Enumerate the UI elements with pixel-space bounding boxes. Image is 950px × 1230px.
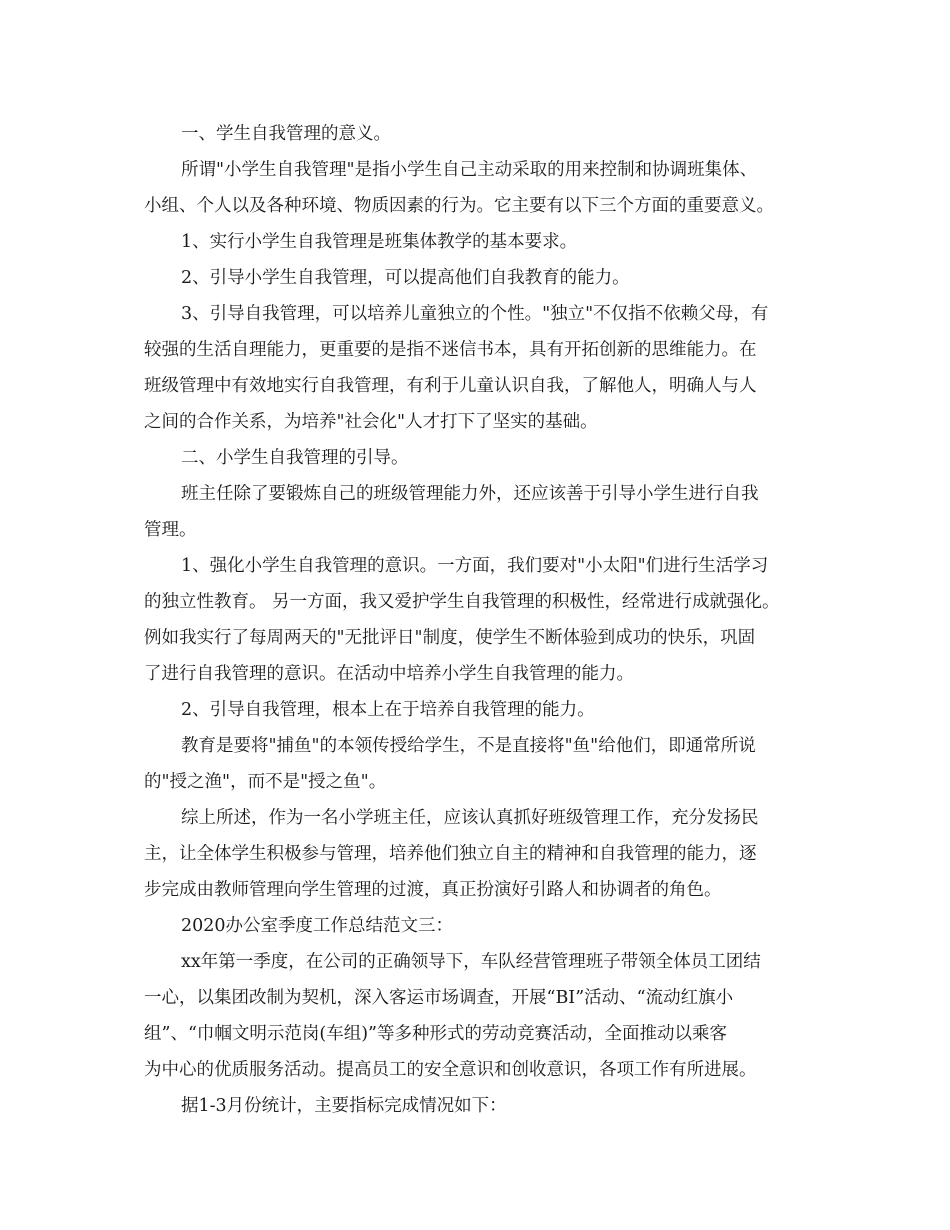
list-item: 3、引导自我管理，可以培养儿童独立的个性。"独立"不仅指不依赖父母，有 <box>181 304 769 324</box>
list-item: 2、引导自我管理，根本上在于培养自我管理的能力。 <box>181 700 595 720</box>
paragraph-line: 班级管理中有效地实行自我管理，有利于儿童认识自我，了解他人，明确人与人 <box>144 376 757 396</box>
paragraph-line: 主，让全体学生积极参与管理，培养他们独立自主的精神和自我管理的能力，逐 <box>144 844 757 864</box>
section-heading-2: 二、小学生自我管理的引导。 <box>181 448 409 468</box>
paragraph-line: 之间的合作关系，为培养"社会化"人才打下了坚实的基础。 <box>144 412 598 432</box>
paragraph-line: 了进行自我管理的意识。在活动中培养小学生自我管理的能力。 <box>144 664 634 684</box>
paragraph-line: 为中心的优质服务活动。提高员工的安全意识和创收意识，各项工作有所进展。 <box>144 1060 757 1080</box>
list-item: 2、引导小学生自我管理，可以提高他们自我教育的能力。 <box>181 268 630 288</box>
paragraph-line: 小组、个人以及各种环境、物质因素的行为。它主要有以下三个方面的重要意义。 <box>144 196 774 216</box>
paragraph-line: 所谓"小学生自我管理"是指小学生自己主动采取的用来控制和协调班集体、 <box>181 160 758 180</box>
section-heading-3: 2020办公室季度工作总结范文三： <box>181 916 454 936</box>
paragraph-line: 较强的生活自理能力，更重要的是指不迷信书本，具有开拓创新的思维能力。在 <box>144 340 757 360</box>
paragraph-line: 综上所述，作为一名小学班主任，应该认真抓好班级管理工作，充分发扬民 <box>181 808 759 828</box>
paragraph-line: 管理。 <box>144 520 197 540</box>
paragraph-line: 组”、“巾帼文明示范岗(车组)”等多种形式的劳动竞赛活动，全面推动以乘客 <box>144 1024 727 1044</box>
section-heading-1: 一、学生自我管理的意义。 <box>181 124 391 144</box>
paragraph-line: 的"授之渔"，而不是"授之鱼"。 <box>144 772 387 792</box>
paragraph-line: 步完成由教师管理向学生管理的过渡，真正扮演好引路人和协调者的角色。 <box>144 880 722 900</box>
list-item: 1、强化小学生自我管理的意识。一方面，我们要对"小太阳"们进行生活学习 <box>181 556 769 576</box>
paragraph-line: 的独立性教育。 另一方面，我又爱护学生自我管理的积极性，经常进行成就强化。 <box>144 592 780 612</box>
paragraph-line: xx年第一季度，在公司的正确领导下，车队经营管理班子带领全体员工团结 <box>181 952 761 972</box>
paragraph-line: 一心，以集团改制为契机，深入客运市场调查，开展“BI”活动、“流动红旗小 <box>144 988 734 1008</box>
paragraph-line: 教育是要将"捕鱼"的本领传授给学生，不是直接将"鱼"给他们，即通常所说 <box>181 736 756 756</box>
paragraph-line: 班主任除了要锻炼自己的班级管理能力外，还应该善于引导小学生进行自我 <box>181 484 759 504</box>
list-item: 1、实行小学生自我管理是班集体教学的基本要求。 <box>181 232 578 252</box>
paragraph-line: 例如我实行了每周两天的"无批评日"制度，使学生不断体验到成功的快乐，巩固 <box>144 628 756 648</box>
paragraph-line: 据1-3月份统计，主要指标完成情况如下： <box>181 1096 507 1116</box>
